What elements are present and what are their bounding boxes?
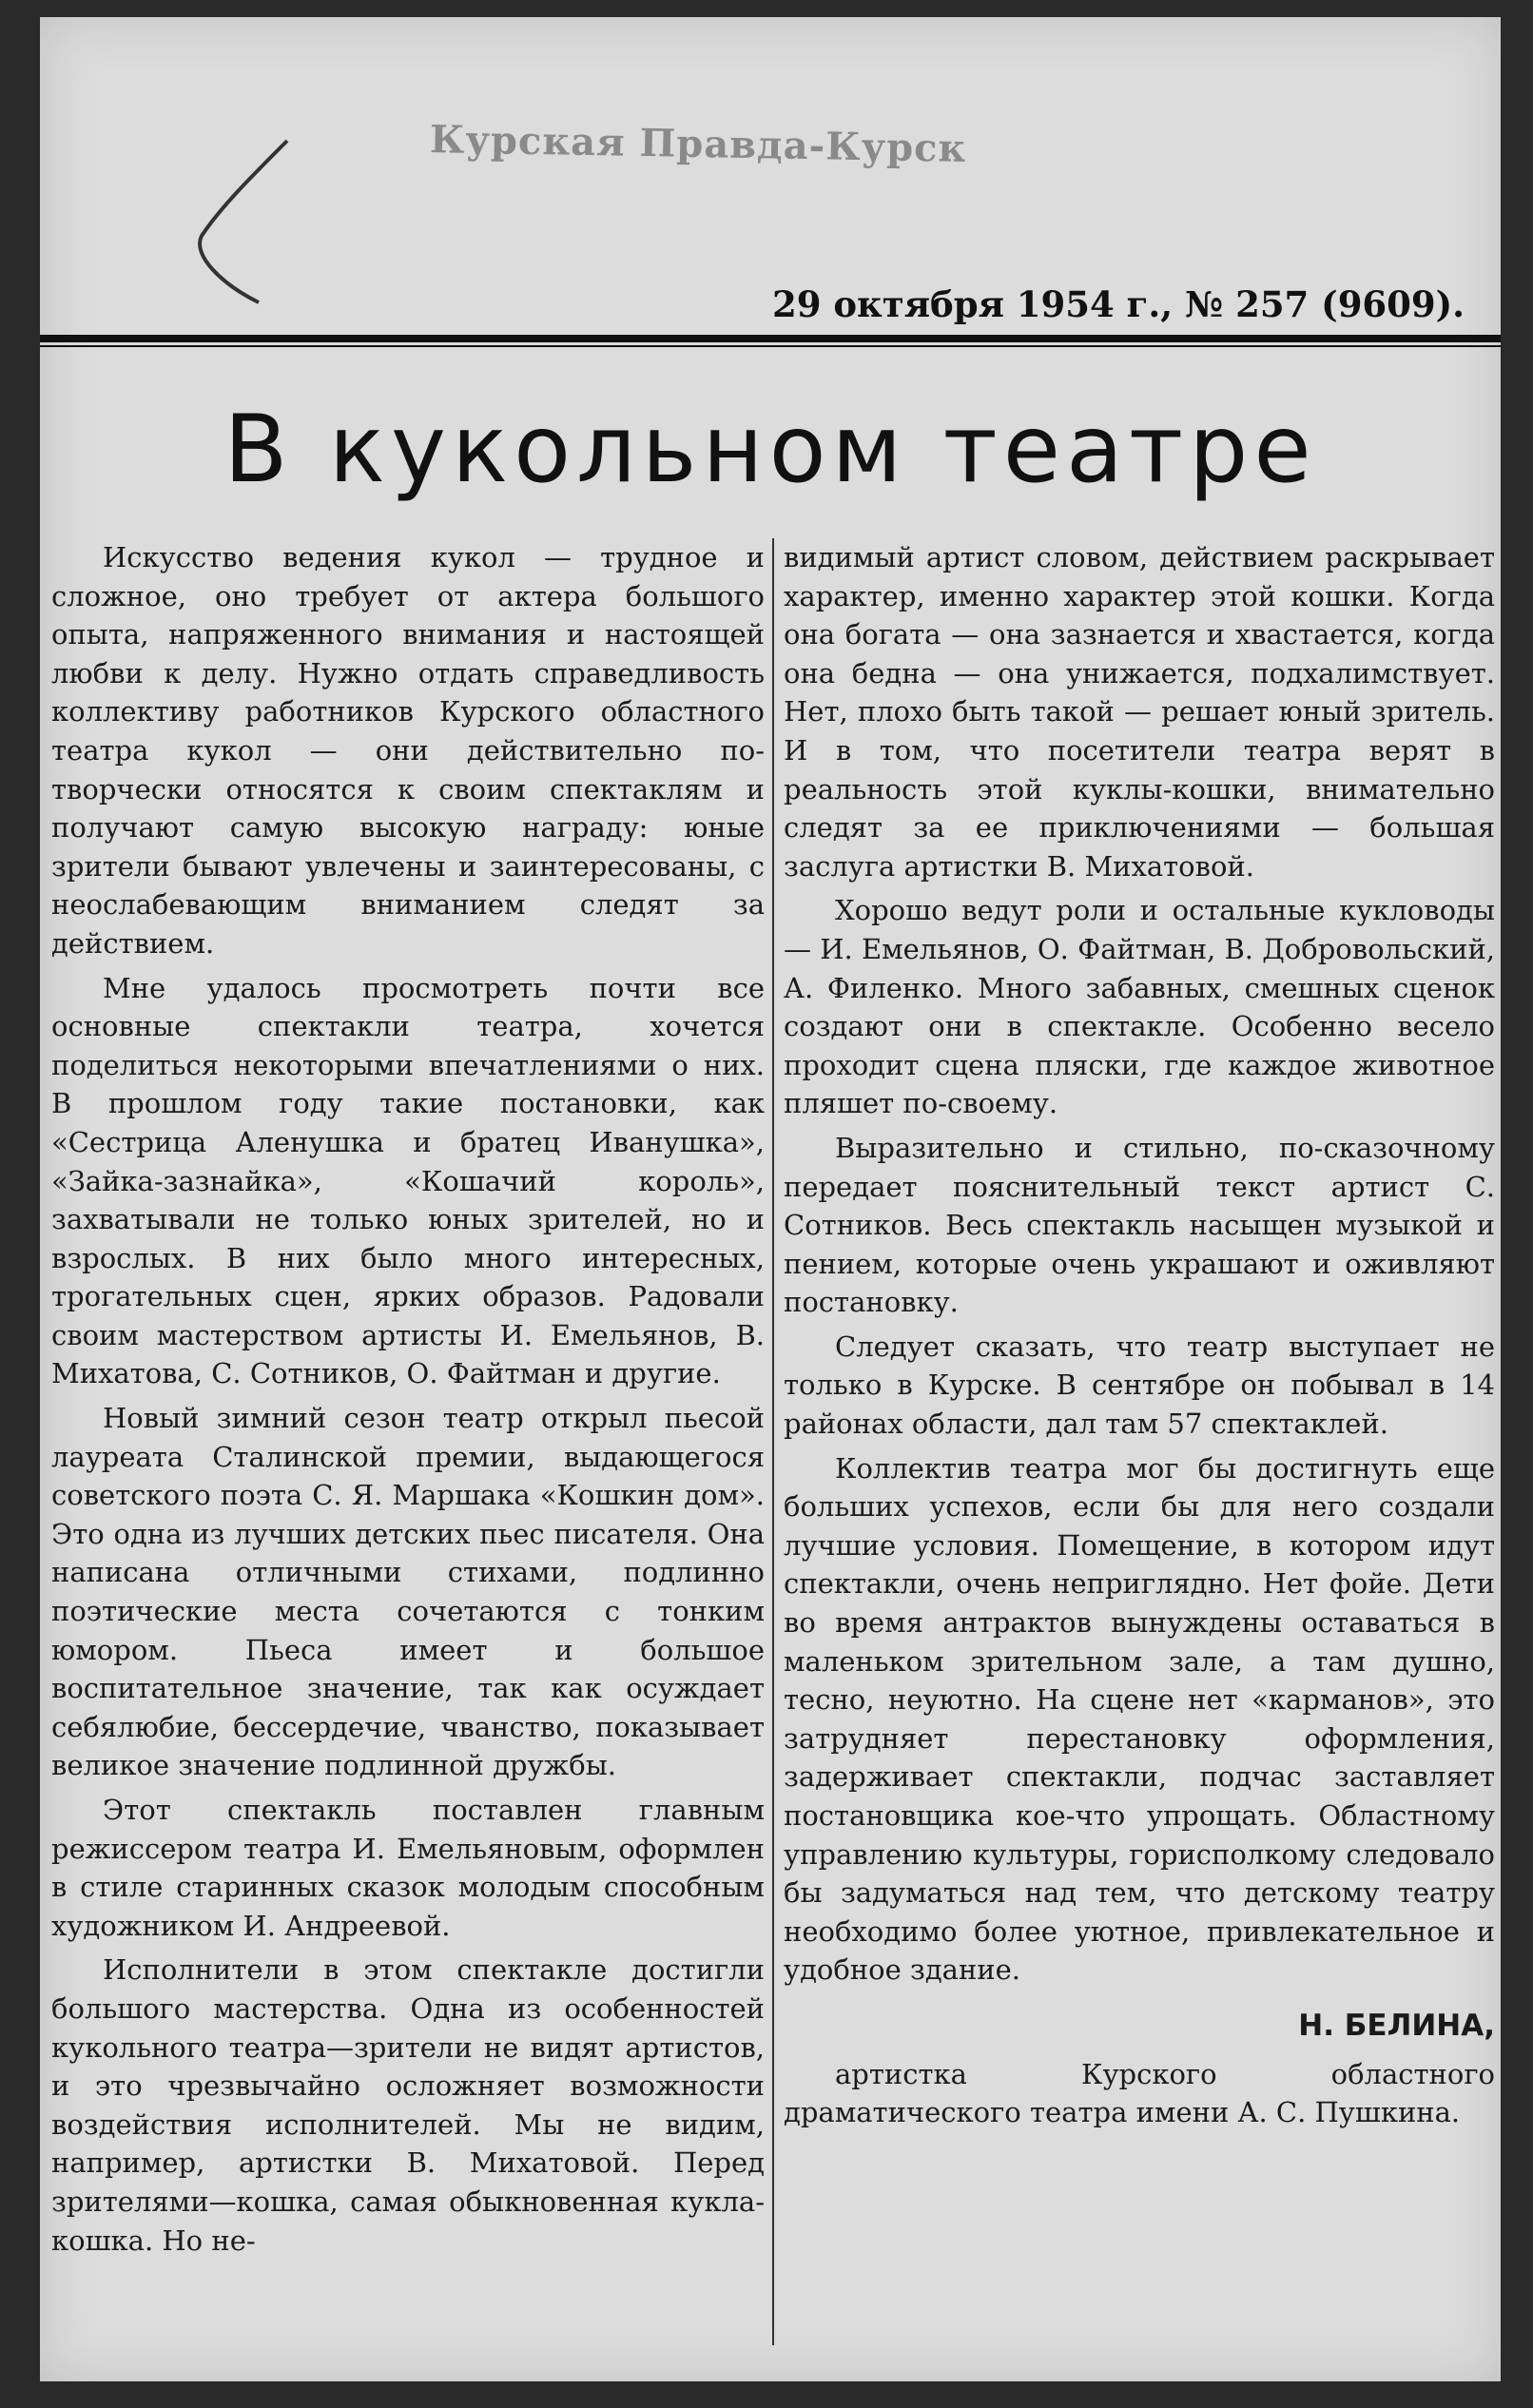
newspaper-stamp: Курская Правда-Курск — [429, 117, 967, 171]
paragraph: видимый артист словом, действием раскрывает характер, именно характер этой кошки. Когда она богата — она зазнается и хвастается, когда она бедна — она унижается, подхалимствует. Нет, плохо быть такой — решает юный зритель. И в том, что посетители театра верят в реальность этой куклы-кошки, внимательно следят за ее приключениями — большая заслуга артистки В. Михатовой. — [784, 541, 1495, 883]
article-column-right — [784, 538, 1495, 2138]
paragraph: Хорошо ведут роли и остальные кукловоды — И. Емельянов, О. Файтман, В. Добровольский, А. Филенко. Много забавных, смешных сценок создают они в спектакле. Особенно весело проходит сцена пляски, где каждое животное пляшет по-своему. — [784, 894, 1495, 1120]
pencil-mark-icon — [183, 131, 297, 321]
header-rule — [40, 335, 1501, 342]
paragraph: Коллектив театра мог бы достигнуть еще больших успехов, если бы для него создали лучшие условия. Помещение, в котором идут спектакли, очень неприглядно. Нет фойе. Дети во время антрактов вынуждены оставаться в маленьком зрительном зале, а там душно, тесно, неуютно. На сцене нет «карманов», это затрудняет перестановку оформления, задерживает спектакли, подчас заставляет постановщика кое-что упрощать. Областному управлению культуры, горисполкому следовало бы задуматься над тем, что детскому театру необходимо более уютное, привлекательное и удобное здание. — [784, 1451, 1495, 1987]
issue-dateline: 29 октября 1954 г., № 257 (9609). — [772, 283, 1465, 325]
article-column-left — [51, 538, 765, 2265]
paragraph: Выразительно и стильно, по-сказочному передает пояснительный текст артист С. Сотников. Весь спектакль насыщен музыкой и пением, которые очень украшают и оживляют постановку. — [784, 1131, 1495, 1319]
column-divider — [772, 538, 774, 2345]
paragraph: Этот спектакль поставлен главным режиссером театра И. Емельяновым, оформлен в стиле старинных сказок молодым способным художником И. Андреевой. — [51, 1794, 765, 1942]
paragraph: Мне удалось просмотреть почти все основные спектакли театра, хочется поделиться некоторыми впечатлениями о них. В прошлом году такие постановки, как «Сестрица Аленушка и братец Иванушка», «Зайка-зазнайка», «Кошачий король», захватывали не только юных зрителей, но и взрослых. В них было много интересных, трогательных сцен, ярких образов. Радовали своим мастерством артисты И. Емельянов, В. Михатова, С. Сотников, О. Файтман и другие. — [51, 971, 765, 1390]
newspaper-clipping — [40, 17, 1501, 2381]
author-role: артистка Курского областного драматического театра имени А. С. Пушкина. — [784, 2057, 1495, 2129]
article-headline: В кукольном театре — [223, 396, 1317, 504]
paragraph: Новый зимний сезон театр открыл пьесой лауреата Сталинской премии, выдающегося советского поэта С. Я. Маршака «Кошкин дом». Это одна из лучших детских пьес писателя. Она написана отличными стихами, подлинно поэтические места сочетаются с тонким юмором. Пьеса имеет и большое воспитательное значение, так как осуждает себялюбие, бессердечие, чванство, показывает великое значение подлинной дружбы. — [51, 1402, 765, 1782]
paragraph: Исполнители в этом спектакле достигли большого мастерства. Одна из особенностей кукольного театра—зрители не видят артистов, и это чрезвычайно осложняет возможности воздействия исполнителей. Мы не видим, например, артистки В. Михатовой. Перед зрителями—кошка, самая обыкновенная кукла-кошка. Но не- — [51, 1953, 765, 2257]
header-rule-thin — [40, 345, 1501, 347]
paragraph: Искусство ведения кукол — трудное и сложное, оно требует от актера большого опыта, напряженного внимания и настоящей любви к делу. Нужно отдать справедливость коллективу работников Курского областного театра кукол — они действительно по-творчески относятся к своим спектаклям и получают самую высокую награду: юные зрители бывают увлечены и заинтересованы, с неослабевающим вниманием следят за действием. — [51, 541, 765, 960]
author-name: Н. БЕЛИНА, — [1298, 2008, 1495, 2043]
paragraph: Следует сказать, что театр выступает не только в Курске. В сентябре он побывал в 14 районах области, дал там 57 спектаклей. — [784, 1330, 1495, 1441]
